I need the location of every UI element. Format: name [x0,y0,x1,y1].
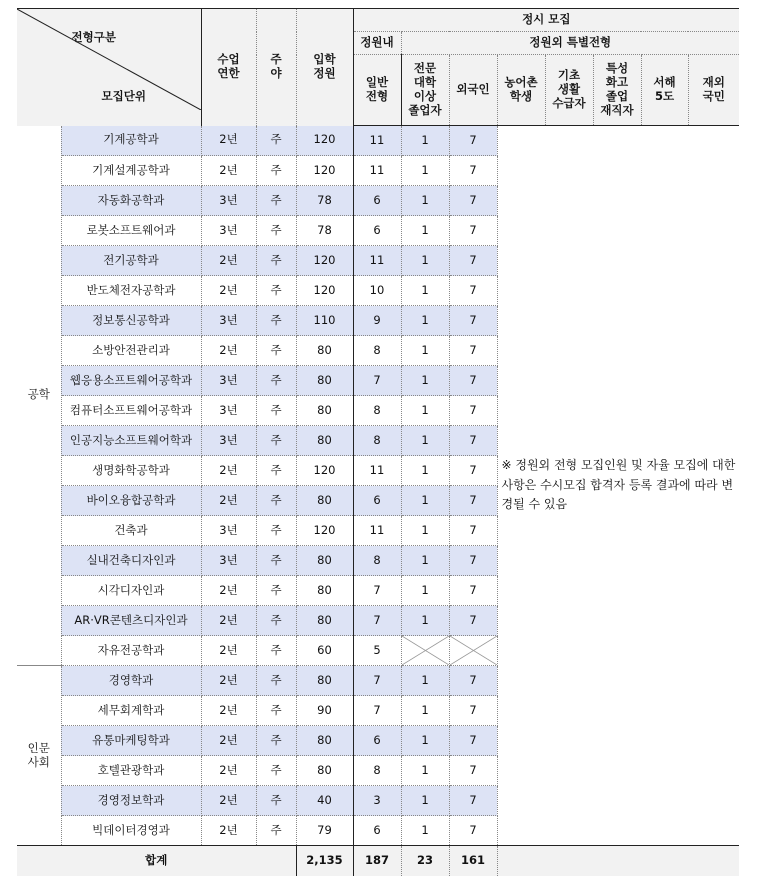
foreign-cell: 7 [449,246,497,276]
grad-cell: 1 [401,786,449,816]
dept-name: 정보통신공학과 [61,306,201,336]
grad-cell: 1 [401,756,449,786]
dept-name: 기계설계공학과 [61,156,201,186]
grad-cell: 1 [401,666,449,696]
quota-cell: 80 [296,486,353,516]
cross-mark [402,636,449,665]
years-cell: 2년 [201,246,256,276]
grad-cell: 1 [401,336,449,366]
day-night-cell: 주 [256,606,296,636]
foreign-cell: 7 [449,426,497,456]
day-night-cell: 주 [256,216,296,246]
dept-name: 전기공학과 [61,246,201,276]
grad-cell: 1 [401,606,449,636]
day-night-header: 주 야 [256,9,296,126]
day-night-cell: 주 [256,336,296,366]
general-cell: 8 [353,336,401,366]
foreign-cell: 7 [449,756,497,786]
grad-cell: 1 [401,486,449,516]
general-cell: 11 [353,246,401,276]
grad-cell: 1 [401,366,449,396]
general-cell: 8 [353,396,401,426]
grad-cell [401,636,449,666]
years-cell: 2년 [201,636,256,666]
general-cell: 8 [353,546,401,576]
day-night-cell: 주 [256,306,296,336]
general-cell: 6 [353,216,401,246]
quota-cell: 120 [296,156,353,186]
dept-name: 자동화공학과 [61,186,201,216]
years-cell: 2년 [201,156,256,186]
years-cell: 2년 [201,486,256,516]
corner-header-cell [17,9,201,126]
admission-table [17,8,739,876]
foreign-cell: 7 [449,126,497,156]
total-empty [497,846,739,876]
quota-cell: 120 [296,246,353,276]
dept-name: 컴퓨터소프트웨어공학과 [61,396,201,426]
dept-name: 생명화학공학과 [61,456,201,486]
general-cell: 7 [353,606,401,636]
general-cell: 3 [353,786,401,816]
quota-cell: 80 [296,396,353,426]
day-night-cell: 주 [256,666,296,696]
years-cell: 2년 [201,126,256,156]
quota-header: 입학 정원 [296,9,353,126]
grad-cell: 1 [401,216,449,246]
grad-cell: 1 [401,546,449,576]
admission-type-label: 전형구분 [17,31,171,45]
years-cell: 3년 [201,546,256,576]
years-cell: 3년 [201,516,256,546]
foreign-cell: 7 [449,486,497,516]
years-cell: 2년 [201,576,256,606]
dept-name: 건축과 [61,516,201,546]
foreign-cell: 7 [449,156,497,186]
dept-name: 경영정보학과 [61,786,201,816]
dept-name: 빅데이터경영과 [61,816,201,846]
day-night-cell: 주 [256,756,296,786]
general-cell: 11 [353,456,401,486]
day-night-cell: 주 [256,456,296,486]
dept-name: 경영학과 [61,666,201,696]
foreign-cell: 7 [449,606,497,636]
quota-cell: 78 [296,216,353,246]
day-night-cell: 주 [256,246,296,276]
grad-cell: 1 [401,696,449,726]
foreign-cell: 7 [449,666,497,696]
years-cell: 2년 [201,666,256,696]
grad-cell: 1 [401,186,449,216]
dept-name: 반도체전자공학과 [61,276,201,306]
years-cell: 2년 [201,456,256,486]
quota-cell: 40 [296,786,353,816]
table-body [17,126,739,876]
grad-cell: 1 [401,156,449,186]
day-night-cell: 주 [256,396,296,426]
day-night-cell: 주 [256,696,296,726]
day-night-cell: 주 [256,486,296,516]
general-cell: 10 [353,276,401,306]
quota-cell: 120 [296,456,353,486]
dept-name: AR·VR콘텐츠디자인과 [61,606,201,636]
subheader-col-0: 일반 전형 [353,55,401,126]
years-cell: 3년 [201,186,256,216]
quota-cell: 90 [296,696,353,726]
quota-cell: 80 [296,726,353,756]
foreign-cell: 7 [449,366,497,396]
total-quota: 2,135 [296,846,353,876]
quota-cell: 120 [296,276,353,306]
general-cell: 8 [353,756,401,786]
quota-cell: 80 [296,576,353,606]
grad-cell: 1 [401,306,449,336]
general-cell: 6 [353,726,401,756]
day-night-cell: 주 [256,366,296,396]
total-row [17,846,739,876]
inside-quota-header: 정원내 [353,32,401,55]
dept-name: 실내건축디자인과 [61,546,201,576]
grad-cell: 1 [401,576,449,606]
subheader-col-4: 기초 생활 수급자 [545,55,593,126]
day-night-cell: 주 [256,516,296,546]
dept-name: 호텔관광학과 [61,756,201,786]
subheader-col-1: 전문 대학 이상 졸업자 [401,55,449,126]
total-label: 합계 [17,846,296,876]
group-label-cell: 공학 [17,126,61,666]
general-cell: 8 [353,426,401,456]
grad-cell: 1 [401,816,449,846]
foreign-cell: 7 [449,396,497,426]
general-cell: 7 [353,696,401,726]
foreign-cell: 7 [449,216,497,246]
years-cell: 3년 [201,306,256,336]
grad-cell: 1 [401,456,449,486]
quota-cell: 80 [296,756,353,786]
quota-cell: 120 [296,516,353,546]
years-cell: 2년 [201,816,256,846]
foreign-cell: 7 [449,726,497,756]
total-foreign: 161 [449,846,497,876]
table-row [17,126,739,156]
dept-name: 자유전공학과 [61,636,201,666]
quota-cell: 80 [296,606,353,636]
years-cell: 2년 [201,696,256,726]
general-cell: 11 [353,126,401,156]
quota-cell: 78 [296,186,353,216]
foreign-cell: 7 [449,576,497,606]
general-cell: 7 [353,666,401,696]
day-night-cell: 주 [256,576,296,606]
subheader-col-3: 농어촌 학생 [497,55,545,126]
foreign-cell: 7 [449,186,497,216]
grad-cell: 1 [401,426,449,456]
dept-name: 웹응용소프트웨어공학과 [61,366,201,396]
general-cell: 6 [353,186,401,216]
foreign-cell: 7 [449,456,497,486]
foreign-cell [449,636,497,666]
general-cell: 7 [353,366,401,396]
grad-cell: 1 [401,396,449,426]
group-label-cell: 인문 사회 [17,666,61,846]
general-cell: 6 [353,486,401,516]
subheader-col-2: 외국인 [449,55,497,126]
years-cell: 2년 [201,786,256,816]
day-night-cell: 주 [256,156,296,186]
quota-cell: 80 [296,366,353,396]
years-cell: 2년 [201,336,256,366]
foreign-cell: 7 [449,546,497,576]
foreign-cell: 7 [449,786,497,816]
quota-cell: 60 [296,636,353,666]
general-cell: 11 [353,516,401,546]
quota-cell: 80 [296,546,353,576]
quota-cell: 120 [296,126,353,156]
foreign-cell: 7 [449,276,497,306]
day-night-cell: 주 [256,426,296,456]
general-cell: 11 [353,156,401,186]
years-cell: 2년 [201,276,256,306]
years-cell: 3년 [201,216,256,246]
general-cell: 9 [353,306,401,336]
subheader-col-6: 서해 5도 [641,55,688,126]
years-cell: 2년 [201,606,256,636]
dept-name: 바이오융합공학과 [61,486,201,516]
day-night-cell: 주 [256,546,296,576]
outside-quota-header: 정원외 특별전형 [401,32,739,55]
foreign-cell: 7 [449,516,497,546]
dept-name: 기계공학과 [61,126,201,156]
dept-name: 세무회계학과 [61,696,201,726]
day-night-cell: 주 [256,636,296,666]
quota-cell: 79 [296,816,353,846]
general-cell: 7 [353,576,401,606]
grad-cell: 1 [401,126,449,156]
day-night-cell: 주 [256,126,296,156]
total-grad: 23 [401,846,449,876]
day-night-cell: 주 [256,786,296,816]
quota-cell: 80 [296,666,353,696]
grad-cell: 1 [401,246,449,276]
grad-cell: 1 [401,726,449,756]
years-cell: 3년 [201,426,256,456]
total-general: 187 [353,846,401,876]
subheader-col-7: 재외 국민 [688,55,739,126]
dept-name: 인공지능소프트웨어학과 [61,426,201,456]
table-header [17,9,739,126]
subheader-col-5: 특성 화고 졸업 재직자 [593,55,641,126]
years-cell: 2년 [201,756,256,786]
foreign-cell: 7 [449,816,497,846]
general-cell: 6 [353,816,401,846]
foreign-cell: 7 [449,696,497,726]
day-night-cell: 주 [256,186,296,216]
regular-admission-header: 정시 모집 [353,9,739,32]
dept-name: 유통마케팅학과 [61,726,201,756]
cross-mark [450,636,497,665]
quota-cell: 110 [296,306,353,336]
dept-name: 로봇소프트웨어과 [61,216,201,246]
years-cell: 3년 [201,396,256,426]
day-night-cell: 주 [256,276,296,306]
grad-cell: 1 [401,276,449,306]
unit-label: 모집단위 [47,90,201,104]
dept-name: 소방안전관리과 [61,336,201,366]
general-cell: 5 [353,636,401,666]
dept-name: 시각디자인과 [61,576,201,606]
note-cell: ※ 정원외 전형 모집인원 및 자율 모집에 대한 사항은 수시모집 합격자 등록 결과에 따라 변경될 수 있음 [497,126,739,846]
grad-cell: 1 [401,516,449,546]
quota-cell: 80 [296,336,353,366]
foreign-cell: 7 [449,336,497,366]
years-cell: 2년 [201,726,256,756]
foreign-cell: 7 [449,306,497,336]
quota-cell: 80 [296,426,353,456]
day-night-cell: 주 [256,816,296,846]
years-header: 수업 연한 [201,9,256,126]
years-cell: 3년 [201,366,256,396]
day-night-cell: 주 [256,726,296,756]
